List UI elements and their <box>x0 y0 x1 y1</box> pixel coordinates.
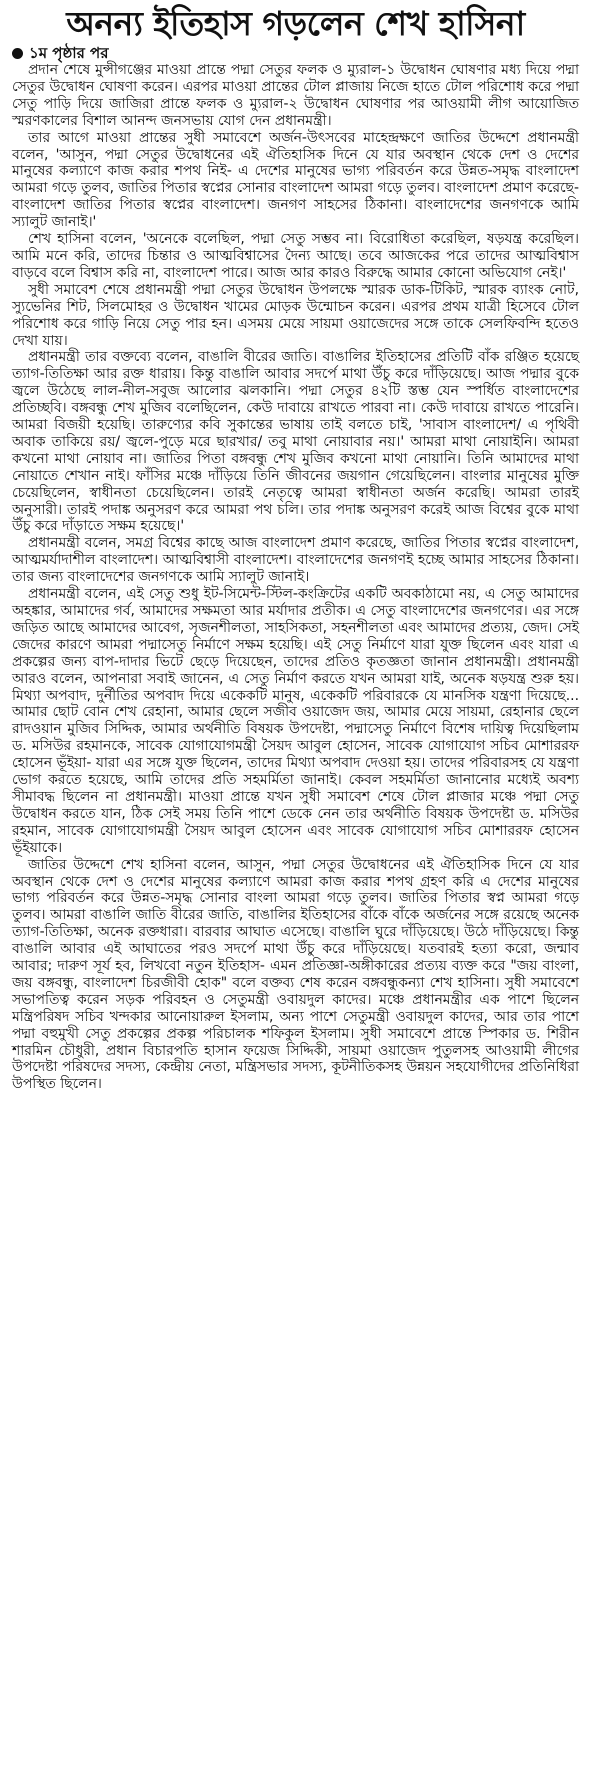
article-body <box>12 62 579 1093</box>
article-paragraph: শেখ হাসিনা বলেন, 'অনেকে বলেছিল, পদ্মা সেতু সম্ভব না। বিরোধিতা করেছিল, ষড়যন্ত্র করেছিল। আমি মনে করি, তাদের চিন্তার ও আত্মবিশ্বাসের দৈন্য আছে। তবে আজকের পরে তাদের আত্মবিশ্বাস বাড়বে বলে বিশ্বাস করি না, বাংলাদেশ পারে। আজ আর কারও বিরুদ্ধে আমার কোনো অভিযোগ নেই।' <box>12 231 579 281</box>
bullet-dot-icon <box>12 48 23 59</box>
continuation-line <box>12 44 579 62</box>
article-paragraph: প্রধানমন্ত্রী বলেন, সমগ্র বিশ্বের কাছে আজ বাংলাদেশ প্রমাণ করেছে, জাতির পিতার স্বপ্নের বাংলাদেশ, আত্মমর্যাদাশীল বাংলাদেশ। আত্মবিশ্বাসী বাংলাদেশ। বাংলাদেশের জনগণই হচ্ছে আমার সাহসের ঠিকানা। তার জন্য বাংলাদেশের জনগণকে আমি স্যালুট জানাই। <box>12 535 579 586</box>
article-paragraph: সুধী সমাবেশ শেষে প্রধানমন্ত্রী পদ্মা সেতুর উদ্বোধন উপলক্ষে স্মারক ডাক-টিকিট, স্মারক ব্যাংক নোট, স্যুভেনির শিট, সিলমোহর ও উদ্বোধন খামের মোড়ক উন্মোচন করেন। এরপর প্রথম যাত্রী হিসেবে টোল পরিশোধ করে গাড়ি নিয়ে সেতু পার হন। এসময় মেয়ে সায়মা ওয়াজেদের সঙ্গে তাকে সেলফিবন্দি হতেও দেখা যায়। <box>12 281 579 349</box>
continuation-label: ১ম পৃষ্ঠার পর <box>29 44 109 62</box>
article-paragraph: প্রধানমন্ত্রী বলেন, এই সেতু শুধু ইট-সিমেন্ট-স্টিল-কংক্রিটের একটি অবকাঠামো নয়, এ সেতু আমাদের অহঙ্কার, আমাদের গর্ব, আমাদের সক্ষমতা আর মর্যাদার প্রতীক। এ সেতু বাংলাদেশের জনগণের। এর সঙ্গে জড়িত আছে আমাদের আবেগ, সৃজনশীলতা, সাহসিকতা, সহনশীলতা এবং আমাদের প্রত্যয়, জেদ। সেই জেদের কারণে আমরা পদ্মাসেতু নির্মাণে সক্ষম হয়েছি। এই সেতু নির্মাণে যারা যুক্ত ছিলেন এবং যারা এ প্রকল্পের জন্য বাপ-দাদার ভিটে ছেড়ে দিয়েছেন, তাদের প্রতিও কৃতজ্ঞতা জানান প্রধানমন্ত্রী। প্রধানমন্ত্রী আরও বলেন, আপনারা সবাই জানেন, এ সেতু নির্মাণ করতে যখন আমরা যাই, অনেক ষড়যন্ত্র শুরু হয়। মিথ্যা অপবাদ, দুর্নীতির অপবাদ দিয়ে একেকটি মানুষ, একেকটি পরিবারকে যে মানসিক যন্ত্রণা দিয়েছে... আমার ছোট বোন শেখ রেহানা, আমার ছেলে সজীব ওয়াজেদ জয়, আমার মেয়ে সায়মা, রেহানার ছেলে রাদওয়ান মুজিব সিদ্দিক, আমার অর্থনীতি বিষয়ক উপদেষ্টা, পদ্মাসেতু নির্মাণে বিশেষ দায়িত্ব দিয়েছিলাম ড. মসিউর রহমানকে, সাবেক যোগাযোগমন্ত্রী সৈয়দ আবুল হোসেন, সাবেক যোগাযোগ সচিব মোশাররফ হোসেন ভূঁইয়া- যারা এর সঙ্গে যুক্ত ছিলেন, তাদের মিথ্যা অপবাদ দেওয়া হয়। তাদের পরিবারসহ যে যন্ত্রণা ভোগ করতে হয়েছে, আমি তাদের প্রতি সহমর্মিতা জানাই। কেবল সহমর্মিতা জানানোর মধ্যেই অবশ্য সীমাবদ্ধ ছিলেন না প্রধানমন্ত্রী। মাওয়া প্রান্তে যখন সুধী সমাবেশ শেষে টোল প্লাজার মঞ্চে পদ্মা সেতু উদ্বোধন করতে যান, ঠিক সেই সময় তিনি পাশে ডেকে নেন তার অর্থনীতি বিষয়ক উপদেষ্টা ড. মসিউর রহমান, সাবেক যোগাযোগমন্ত্রী সৈয়দ আবুল হোসেন এবং সাবেক যোগাযোগ সচিব মোশাররফ হোসেন ভূঁইয়াকে। <box>12 586 579 856</box>
article-paragraph: জাতির উদ্দেশে শেখ হাসিনা বলেন, আসুন, পদ্মা সেতুর উদ্বোধনের এই ঐতিহাসিক দিনে যে যার অবস্থান থেকে দেশ ও দেশের মানুষের কল্যাণে আমরা কাজ করার শপথ গ্রহণ করি এ দেশের মানুষের ভাগ্য পরিবর্তন করে উন্নত-সমৃদ্ধ সোনার বাংলা আমরা গড়ে তুলব। জাতির পিতার স্বপ্ন আমরা গড়ে তুলব। আমরা বাঙালি জাতি বীরের জাতি, বাঙালির ইতিহাসের বাঁকে বাঁকে অর্জনের সঙ্গে রয়েছে অনেক ত্যাগ-তিতিক্ষা, অনেক রক্তধারা। বারবার আঘাত এসেছে। বাঙালি ঘুরে দাঁড়িয়েছে। উঠে দাঁড়িয়েছে। কিন্তু বাঙালি আবার এই আঘাতের পরও সদর্পে মাথা উঁচু করে দাঁড়িয়েছে। যতবারই হত্যা করো, জন্মাব আবার; দারুণ সূর্য হব, লিখবো নতুন ইতিহাস- এমন প্রতিজ্ঞা-অঙ্গীকারের প্রত্যয় ব্যক্ত করে "জয় বাংলা, জয় বঙ্গবন্ধু, বাংলাদেশ চিরজীবী হোক" বলে বক্তব্য শেষ করেন বঙ্গবন্ধুকন্যা শেখ হাসিনা। সুধী সমাবেশে সভাপতিত্ব করেন সড়ক পরিবহন ও সেতুমন্ত্রী ওবায়দুল কাদের। মঞ্চে প্রধানমন্ত্রীর এক পাশে ছিলেন মন্ত্রিপরিষদ সচিব খন্দকার আনোয়ারুল ইসলাম, অন্য পাশে সেতুমন্ত্রী ওবায়দুল কাদের, আর তার পাশে পদ্মা বহুমুখী সেতু প্রকল্পের প্রকল্প পরিচালক শফিকুল ইসলাম। সুধী সমাবেশে প্রান্তে স্পিকার ড. শিরীন শারমিন চৌধুরী, প্রধান বিচারপতি হাসান ফয়েজ সিদ্দিকী, সায়মা ওয়াজেদ পুতুলসহ আওয়ামী লীগের উপদেষ্টা পরিষদের সদস্য, কেন্দ্রীয় নেতা, মন্ত্রিসভার সদস্য, কূটনীতিকসহ উন্নয়ন সহযোগীদের প্রতিনিধিরা উপস্থিত ছিলেন। <box>12 856 579 1093</box>
article-headline: অনন্য ইতিহাস গড়লেন শেখ হাসিনা <box>66 4 525 43</box>
article-paragraph: প্রধানমন্ত্রী তার বক্তব্যে বলেন, বাঙালি বীরের জাতি। বাঙালির ইতিহাসের প্রতিটি বাঁক রঞ্জিত হয়েছে ত্যাগ-তিতিক্ষা আর রক্ত ধারায়। কিন্তু বাঙালি আবার সদর্পে মাথা উঁচু করে দাঁড়িয়েছে। আজ পদ্মার বুকে জ্বলে উঠেছে লাল-নীল-সবুজ আলোর ঝলকানি। পদ্মা সেতুর ৪২টি স্তম্ভ যেন স্পর্ধিত বাংলাদেশের প্রতিচ্ছবি। বঙ্গবন্ধু শেখ মুজিব বলেছিলেন, কেউ দাবায়ে রাখতে পারবা না। কেউ দাবায়ে রাখতে পারেনি। আমরা বিজয়ী হয়েছি। তারুণ্যের কবি সুকান্তের ভাষায় তাই বলতে চাই, 'সাবাস বাংলাদেশ/ এ পৃথিবী অবাক তাকিয়ে রয়/ জ্বলে-পুড়ে মরে ছারখার/ তবু মাথা নোয়াবার নয়।' আমরা মাথা নোয়াইনি। আমরা কখনো মাথা নোয়াব না। জাতির পিতা বঙ্গবন্ধু শেখ মুজিব কখনো মাথা নোয়ানি। তিনি আমাদের মাথা নোয়াতে শেখান নাই। ফাঁসির মঞ্চে দাঁড়িয়ে তিনি জীবনের জয়গান গেয়েছিলেন। বাংলার মানুষের মুক্তি চেয়েছিলেন, স্বাধীনতা চেয়েছিলেন। তারই নেতৃত্বে আমরা স্বাধীনতা অর্জন করেছি। আমরা তারই অনুসারী। তারই পদাঙ্ক অনুসরণ করে আমরা পথ চলি। তার পদাঙ্ক অনুসরণ করেই আজ বিশ্বের বুকে মাথা উঁচু করে দাঁড়াতে সক্ষম হয়েছে।' <box>12 349 579 535</box>
article-paragraph: প্রদান শেষে মুন্সীগঞ্জের মাওয়া প্রান্তে পদ্মা সেতুর ফলক ও ম্যুরাল-১ উদ্বোধন ঘোষণার মধ্য দিয়ে পদ্মা সেতুর উদ্বোধন ঘোষণা করেন। এরপর মাওয়া প্রান্তের টোল প্লাজায় নিজে হাতে টোল পরিশোধ করে পদ্মা সেতু পাড়ি দিয়ে জাজিরা প্রান্তে ফলক ও ম্যুরাল-২ উদ্বোধন ঘোষণার পর আওয়ামী লীগ আয়োজিত স্মরণকালের বিশাল আনন্দ জনসভায় যোগ দেন প্রধানমন্ত্রী। <box>12 62 579 129</box>
article-paragraph: তার আগে মাওয়া প্রান্তের সুধী সমাবেশে অর্জন-উৎসবের মাহেন্দ্রক্ষণে জাতির উদ্দেশে প্রধানমন্ত্রী বলেন, 'আসুন, পদ্মা সেতুর উদ্বোধনের এই ঐতিহাসিক দিনে যে যার অবস্থান থেকে দেশ ও দেশের মানুষের কল্যাণে কাজ করার শপথ নিই- এ দেশের মানুষের ভাগ্য পরিবর্তন করে উন্নত-সমৃদ্ধ বাংলাদেশ আমরা গড়ে তুলব, জাতির পিতার স্বপ্নের সোনার বাংলাদেশ আমরা গড়ে তুলব। বাংলাদেশ প্রমাণ করেছে- বাংলাদেশ জাতির পিতার স্বপ্নের বাংলাদেশ। জনগণ সাহসের ঠিকানা। বাংলাদেশের জনগণকে আমি স্যালুট জানাই।' <box>12 129 579 231</box>
